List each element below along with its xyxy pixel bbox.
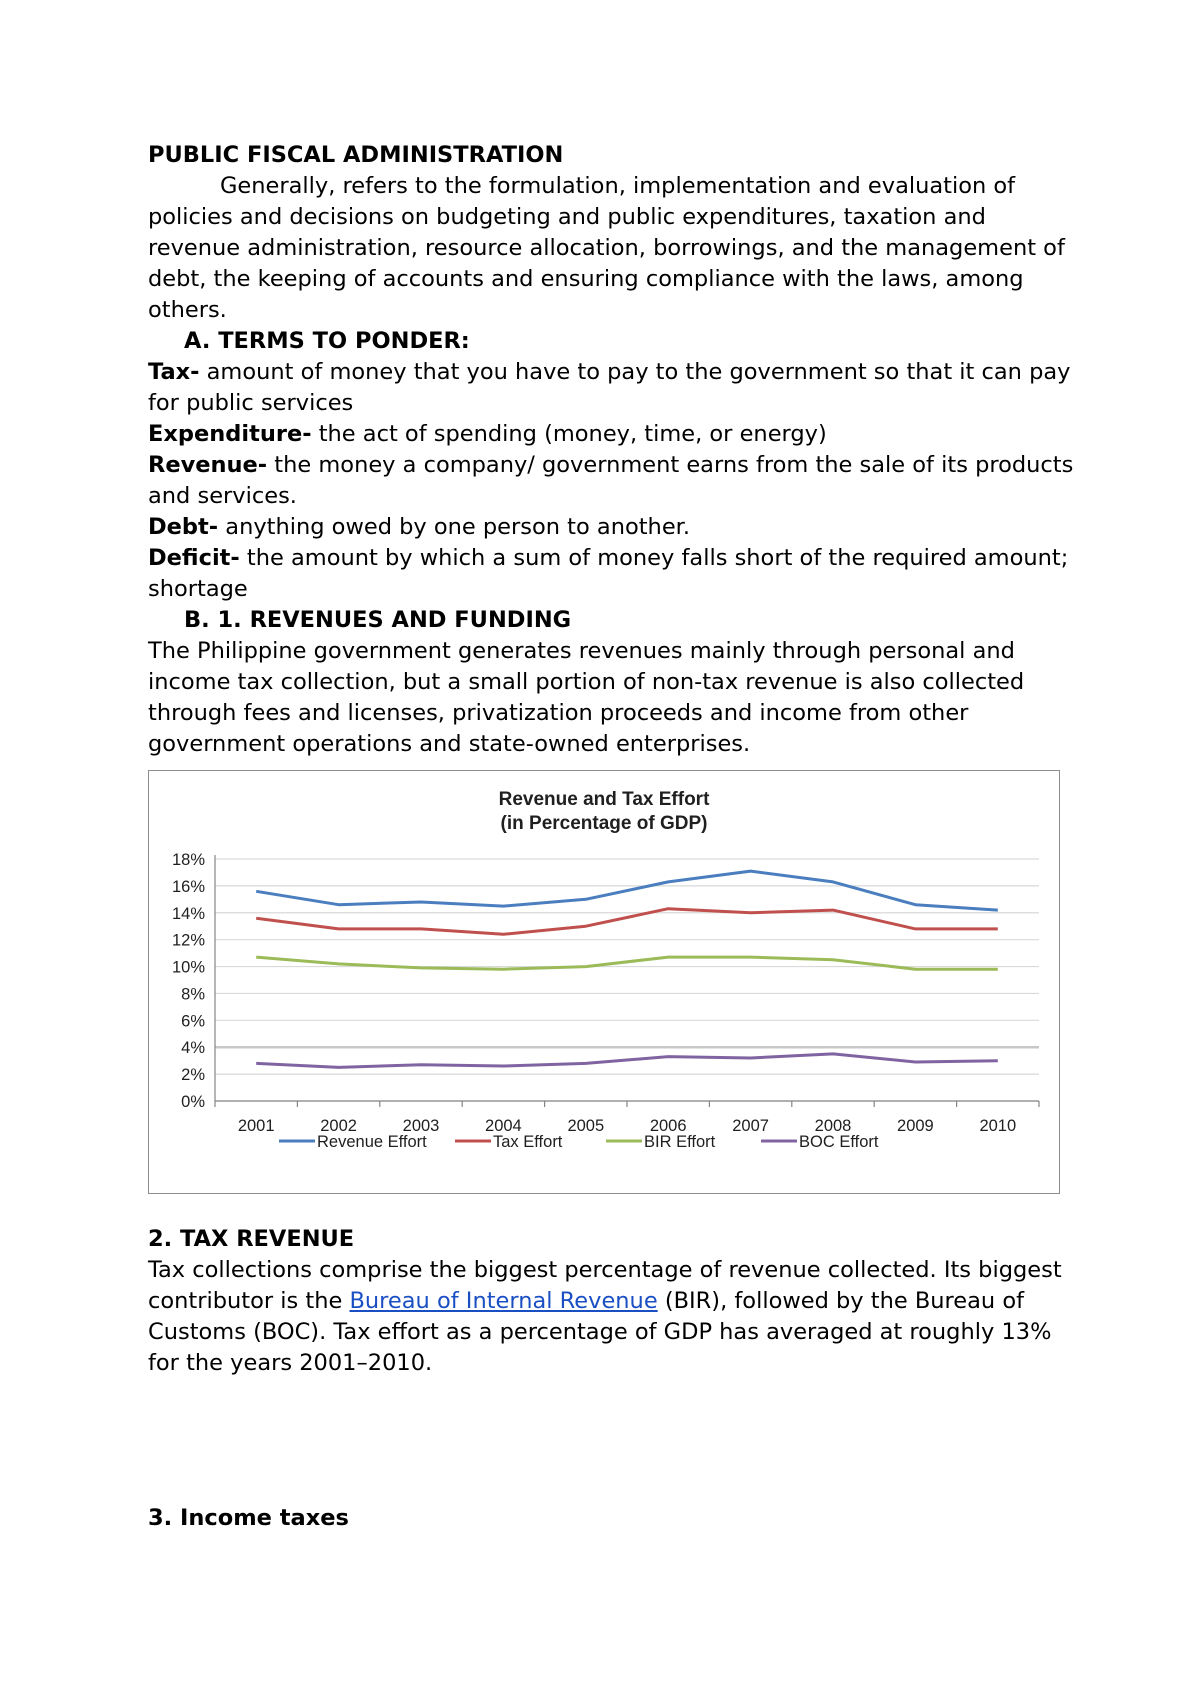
- x-tick-label: 2008: [814, 1117, 852, 1135]
- chart-subtitle: (in Percentage of GDP): [500, 813, 708, 834]
- x-tick-label: 2007: [732, 1117, 769, 1135]
- tax-text-part-2: (BIR), followed by the Bureau of Customs (BOC). Tax effort as a percentage of GDP has averaged at roughly 13% for the years 2001–2010.: [148, 1288, 1052, 1376]
- term-item: [148, 512, 1078, 543]
- series-line-boc-effort: [256, 1054, 998, 1068]
- term-definition: anything owed by one person to another.: [218, 514, 690, 540]
- legend-label: Revenue Effort: [317, 1133, 427, 1151]
- legend-label: Tax Effort: [493, 1133, 563, 1151]
- x-tick-label: 2003: [402, 1117, 440, 1135]
- document-page: [148, 140, 1078, 1534]
- series-line-bir-effort: [256, 957, 998, 969]
- section-3-heading: 3. Income taxes: [148, 1505, 349, 1531]
- series-line-revenue-effort: [256, 871, 998, 910]
- y-tick-label: 12%: [171, 931, 205, 950]
- term-definition: the act of spending (money, time, or energy): [311, 421, 827, 447]
- term-label: Revenue-: [148, 452, 268, 478]
- y-tick-label: 8%: [181, 985, 205, 1004]
- x-tick-label: 2002: [320, 1117, 357, 1135]
- term-item: [148, 357, 1078, 419]
- y-tick-label: 14%: [171, 904, 205, 923]
- revenues-paragraph: The Philippine government generates revenues mainly through personal and income tax collection, but a small portion of non-tax revenue is also collected through fees and licenses, privatization proceeds and income from other government operations and state-owned enterprises.: [148, 638, 1025, 757]
- y-tick-label: 16%: [171, 877, 205, 896]
- term-label: Deficit-: [148, 545, 240, 571]
- legend-label: BIR Effort: [644, 1133, 716, 1151]
- term-label: Debt-: [148, 514, 219, 540]
- term-item: [148, 543, 1078, 605]
- y-tick-label: 18%: [171, 851, 205, 869]
- x-tick-label: 2010: [979, 1117, 1017, 1135]
- x-tick-label: 2001: [237, 1117, 275, 1135]
- y-tick-label: 10%: [171, 958, 205, 977]
- term-item: [148, 419, 1078, 450]
- x-tick-label: 2009: [897, 1117, 934, 1135]
- x-tick-label: 2006: [649, 1117, 687, 1135]
- section-a-heading: A. TERMS TO PONDER:: [184, 328, 470, 354]
- chart-canvas: [149, 771, 1059, 1193]
- tax-text-part-1: Tax collections comprise the biggest percentage of revenue collected. Its biggest contributor is the: [148, 1257, 1062, 1314]
- term-label: Expenditure-: [148, 421, 312, 447]
- y-tick-label: 6%: [181, 1012, 205, 1031]
- chart-title: Revenue and Tax Effort: [498, 789, 710, 810]
- tax-revenue-paragraph: [148, 1255, 1078, 1379]
- revenue-chart: [148, 770, 1060, 1194]
- term-label: Tax-: [148, 359, 200, 385]
- x-tick-label: 2005: [567, 1117, 605, 1135]
- terms-list: [148, 357, 1078, 605]
- section-b-heading: B. 1. REVENUES AND FUNDING: [184, 607, 572, 633]
- term-definition: the amount by which a sum of money falls short of the required amount; shortage: [148, 545, 1069, 602]
- y-tick-label: 4%: [181, 1039, 205, 1058]
- bir-link[interactable]: Bureau of Internal Revenue: [349, 1288, 658, 1314]
- legend-label: BOC Effort: [799, 1133, 879, 1151]
- intro-paragraph: Generally, refers to the formulation, implementation and evaluation of policies and decisions on budgeting and public expenditures, taxation and revenue administration, resource allocation, borrowings, and the management of debt, the keeping of accounts and ensuring compliance with the laws, among others.: [148, 173, 1065, 323]
- y-tick-label: 2%: [181, 1066, 205, 1085]
- y-tick-label: 0%: [181, 1093, 205, 1111]
- term-item: [148, 450, 1078, 512]
- page-title: PUBLIC FISCAL ADMINISTRATION: [148, 142, 564, 168]
- term-definition: amount of money that you have to pay to the government so that it can pay for public services: [148, 359, 1071, 416]
- term-definition: the money a company/ government earns from the sale of its products and services.: [148, 452, 1074, 509]
- section-2-heading: 2. TAX REVENUE: [148, 1226, 355, 1252]
- x-tick-label: 2004: [485, 1117, 522, 1135]
